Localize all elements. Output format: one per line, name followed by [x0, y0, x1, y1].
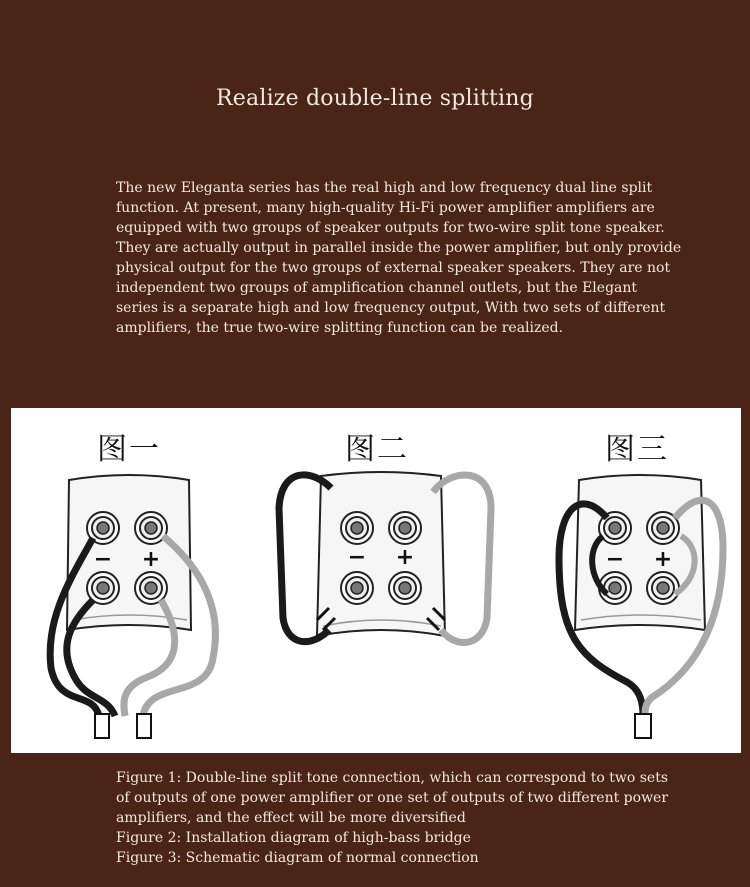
wiring-diagram-panel	[11, 408, 741, 753]
caption-line: amplifiers, and the effect will be more diversified	[116, 810, 466, 826]
intro-line: physical output for the two groups of external speaker speakers. They are not	[116, 260, 671, 276]
plus-sign: +	[395, 545, 415, 570]
cable-connector	[95, 714, 109, 738]
figure-1-diagram	[50, 475, 215, 738]
intro-paragraph	[116, 178, 696, 338]
intro-line: equipped with two groups of speaker outputs for two-wire split tone speaker.	[116, 220, 665, 236]
caption-line: Figure 3: Schematic diagram of normal connection	[116, 850, 479, 866]
plus-sign: +	[141, 547, 161, 572]
minus-sign: −	[93, 547, 113, 572]
cable-connector	[635, 714, 651, 738]
plus-sign: +	[653, 547, 673, 572]
minus-sign: −	[605, 547, 625, 572]
intro-line: series is a separate high and low frequency output, With two sets of different	[116, 300, 666, 316]
caption-line: Figure 1: Double-line split tone connection, which can correspond to two sets	[116, 770, 669, 786]
wiring-diagrams	[11, 408, 741, 753]
figure-1-label: 图一	[97, 432, 161, 467]
figure-3-diagram	[559, 475, 723, 738]
caption-line: Figure 2: Installation diagram of high-bass bridge	[116, 830, 471, 846]
intro-line: independent two groups of amplification channel outlets, but the Elegant	[116, 280, 638, 296]
figure-2-label: 图二	[345, 432, 409, 467]
cable-connector	[137, 714, 151, 738]
speaker-terminal-plate	[317, 472, 445, 636]
minus-sign: −	[347, 545, 367, 570]
intro-line: They are actually output in parallel inside the power amplifier, but only provide	[116, 240, 682, 256]
caption-line: of outputs of one power amplifier or one set of outputs of two different power	[116, 790, 669, 806]
intro-line: amplifiers, the true two-wire splitting function can be realized.	[116, 320, 564, 336]
intro-line: The new Eleganta series has the real high and low frequency dual line split	[116, 180, 653, 196]
figure-3-label: 图三	[605, 432, 669, 467]
figure-captions	[116, 768, 716, 868]
intro-line: function. At present, many high-quality Hi-Fi power amplifier amplifiers are	[116, 200, 655, 216]
figure-2-diagram	[279, 472, 491, 643]
page-title: Realize double-line splitting	[216, 86, 534, 111]
